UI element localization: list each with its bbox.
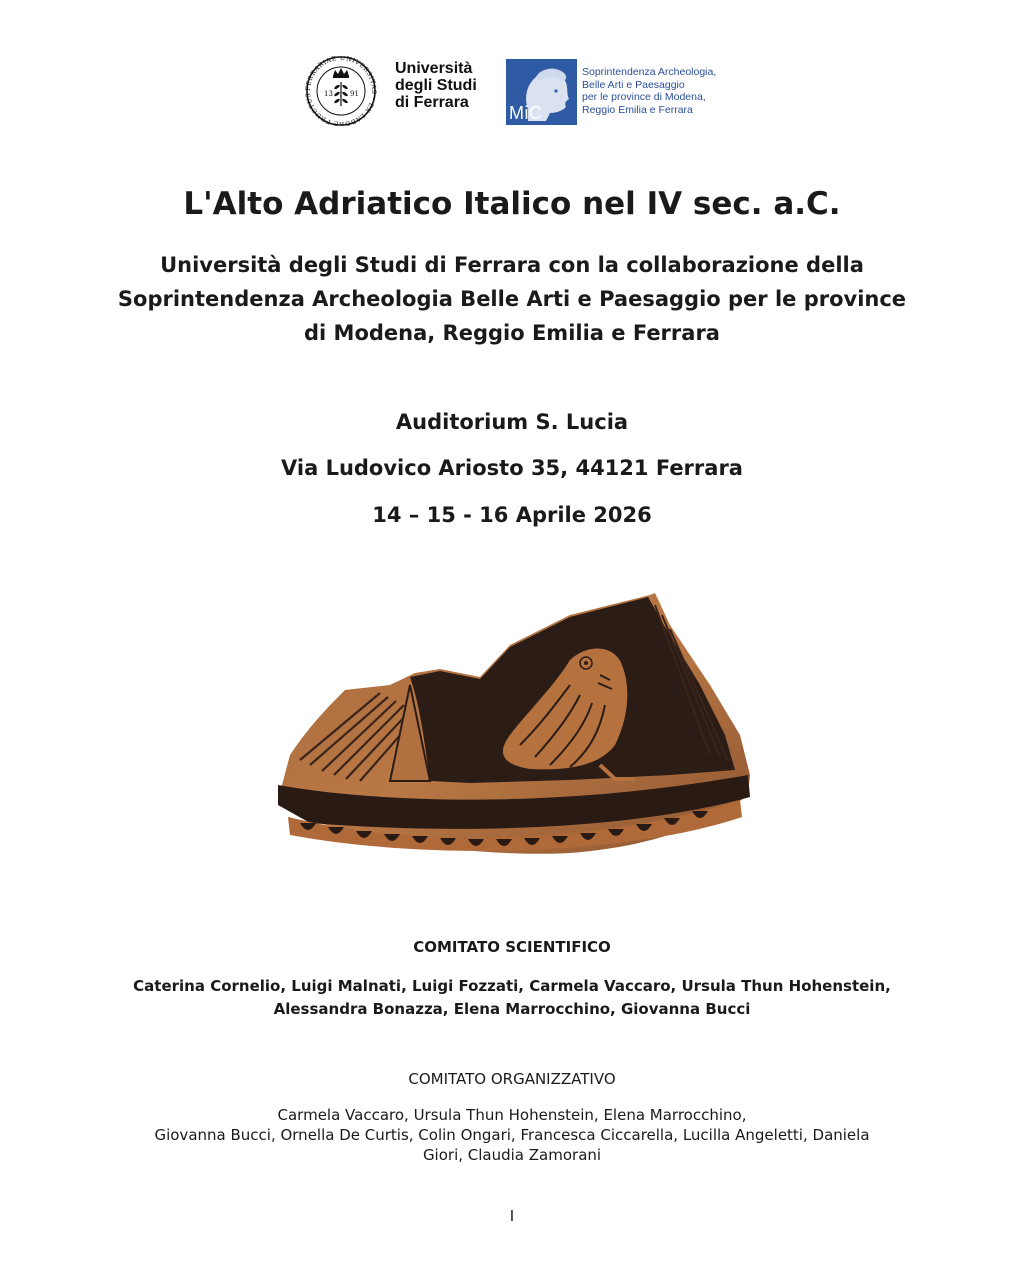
member-line: Giovanna Bucci, Ornella De Curtis, Colin Ongari, Francesca Ciccarella, Lucilla Angeletti, Daniela [154,1126,870,1144]
header-logos [300,56,740,128]
page-number: I [509,1207,515,1225]
soprintendenza-line: Soprintendenza Archeologia, [582,66,717,78]
subtitle-line: di Modena, Reggio Emilia e Ferrara [304,321,720,345]
unife-name [395,60,477,111]
subtitle-line: Soprintendenza Archeologia Belle Arti e Paesaggio per le province [117,287,907,311]
mic-logo [506,59,577,125]
page-title: L'Alto Adriatico Italico nel IV sec. a.C. [183,186,841,222]
pottery-sherd-image [270,585,760,860]
comitato-scientifico-members [0,975,1024,1021]
member-line: Giori, Claudia Zamorani [422,1146,602,1164]
unife-seal-logo [300,56,382,126]
member-line: Alessandra Bonazza, Elena Marrocchino, Giovanna Bucci [273,1000,751,1018]
comitato-organizzativo-heading: COMITATO ORGANIZZATIVO [408,1070,616,1088]
venue: Auditorium S. Lucia [395,410,629,434]
soprintendenza-line: Reggio Emilia e Ferrara [582,103,693,116]
comitato-scientifico-heading: COMITATO SCIENTIFICO [413,938,611,956]
member-line: Caterina Cornelio, Luigi Malnati, Luigi Fozzati, Carmela Vaccaro, Ursula Thun Hohenstein, [133,977,891,995]
address: Via Ludovico Ariosto 35, 44121 Ferrara [281,456,743,480]
comitato-organizzativo-members [0,1105,1024,1165]
subtitle-line: Università degli Studi di Ferrara con la collaborazione della [160,253,864,277]
seal-ring-text: FERRARIAE UNIVERSITAS · EX LABORE FRUCTUS [304,56,378,126]
seal-year-right: 91 [350,90,359,98]
subtitle [0,248,1024,350]
event-dates: 14 – 15 - 16 Aprile 2026 [372,503,652,527]
soprintendenza-line: Belle Arti e Paesaggio [582,78,685,91]
unife-name-line: di Ferrara [395,94,469,111]
member-line: Carmela Vaccaro, Ursula Thun Hohenstein, Elena Marrocchino, [277,1106,747,1124]
seal-year-left: 13 [324,90,333,98]
soprintendenza-line: per le province di Modena, [582,91,706,103]
soprintendenza-name [582,66,716,116]
unife-name-line: degli Studi [395,77,477,94]
mic-label: MiC [509,103,543,123]
unife-name-line: Università [395,60,473,77]
